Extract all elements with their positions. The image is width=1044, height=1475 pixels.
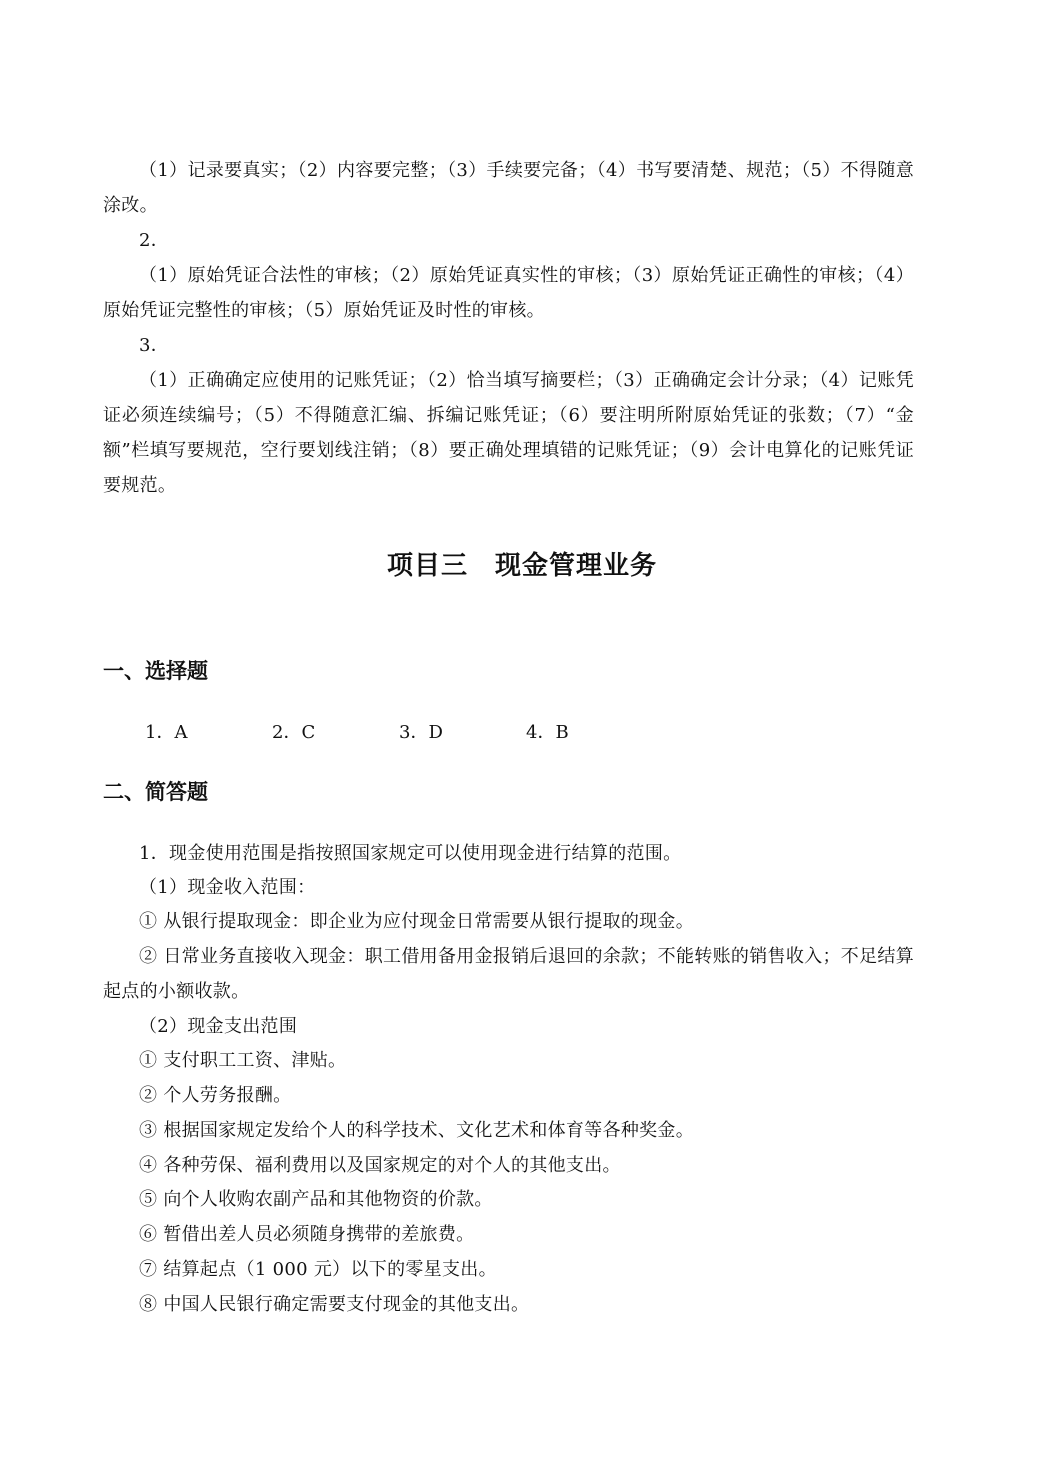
item-number-2: 2． — [139, 230, 170, 251]
cash-income-heading: （1）现金收入范围： — [139, 877, 316, 898]
cash-expense-item: ④ 各种劳保、福利费用以及国家规定的对个人的其他支出。 — [139, 1155, 621, 1176]
section-heading-short-answer: 二、简答题 — [103, 780, 208, 804]
cash-expense-item: ⑥ 暂借出差人员必须随身携带的差旅费。 — [139, 1224, 475, 1245]
answer-2: 2．C — [272, 722, 316, 743]
cash-expense-item: ⑧ 中国人民银行确定需要支付现金的其他支出。 — [139, 1294, 530, 1315]
answer-row — [145, 716, 653, 750]
answer-1: 1．A — [145, 722, 188, 743]
cash-income-item: ① 从银行提取现金：即企业为应付现金日常需要从银行提取的现金。 — [139, 911, 695, 932]
paragraph-cash-scope-intro: 1．现金使用范围是指按照国家规定可以使用现金进行结算的范围。 — [139, 843, 682, 864]
cash-expense-item: ③ 根据国家规定发给个人的科学技术、文化艺术和体育等各种奖金。 — [139, 1120, 695, 1141]
cash-expense-item: ⑦ 结算起点（1 000 元）以下的零星支出。 — [139, 1259, 497, 1280]
answer-3: 3．D — [399, 722, 443, 743]
paragraph-voucher-review: （1）原始凭证合法性的审核；（2）原始凭证真实性的审核；（3）原始凭证正确性的审核；（4）原始凭证完整性的审核；（5）原始凭证及时性的审核。 — [103, 265, 914, 321]
project-title: 项目三 现金管理业务 — [386, 551, 657, 581]
answer-4: 4．B — [526, 722, 569, 743]
paragraph-voucher-filling-requirements: （1）记录要真实；（2）内容要完整；（3）手续要完备；（4）书写要清楚、规范；（5）不得随意涂改。 — [103, 160, 914, 216]
cash-expense-heading: （2）现金支出范围 — [139, 1016, 298, 1037]
cash-expense-item: ② 个人劳务报酬。 — [139, 1085, 292, 1106]
cash-expense-item: ⑤ 向个人收购农副产品和其他物资的价款。 — [139, 1189, 493, 1210]
cash-income-item: ② 日常业务直接收入现金：职工借用备用金报销后退回的余款；不能转账的销售收入；不足结算起点的小额收款。 — [103, 946, 914, 1002]
item-number-3: 3． — [139, 335, 170, 356]
section-heading-choice: 一、选择题 — [103, 659, 208, 683]
paragraph-bookkeeping-voucher-requirements: （1）正确确定应使用的记账凭证；（2）恰当填写摘要栏；（3）正确确定会计分录；（4）记账凭证必须连续编号；（5）不得随意汇编、拆编记账凭证；（6）要注明所附原始凭证的张数；（7）“金额”栏填写要规范，空行要划线注销；（8）要正确处理填错的记账凭证；（9）会计电算化的记账凭证要规范。 — [103, 370, 914, 496]
cash-expense-item: ① 支付职工工资、津贴。 — [139, 1050, 347, 1071]
